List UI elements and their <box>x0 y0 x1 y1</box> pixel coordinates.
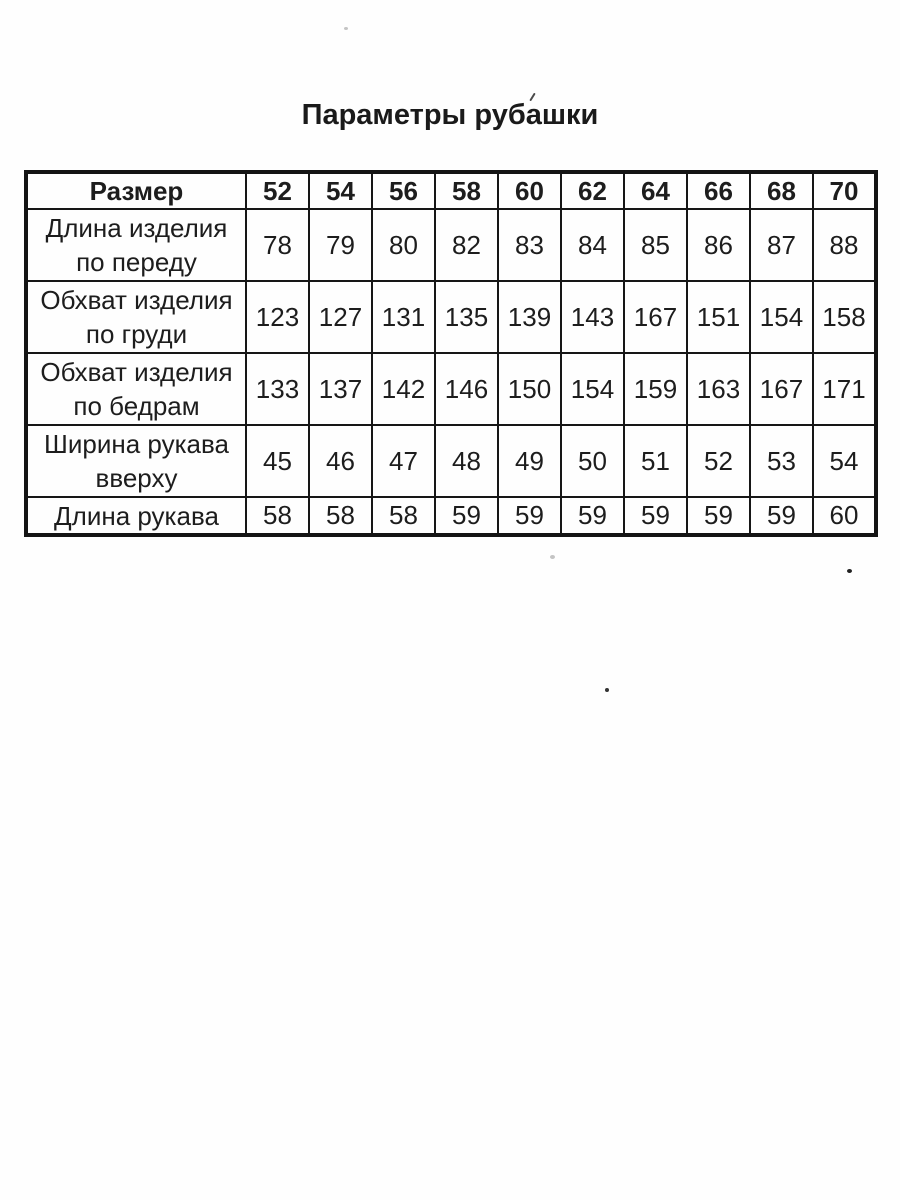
value-cell: 46 <box>309 425 372 497</box>
value-cell: 88 <box>813 209 876 281</box>
row-label-line: Обхват изделия <box>40 285 233 315</box>
value-cell: 82 <box>435 209 498 281</box>
value-cell: 127 <box>309 281 372 353</box>
row-label <box>26 281 246 353</box>
header-size-cell: 62 <box>561 172 624 209</box>
value-cell: 123 <box>246 281 309 353</box>
value-cell: 167 <box>750 353 813 425</box>
header-size-cell: 58 <box>435 172 498 209</box>
value-cell: 60 <box>813 497 876 535</box>
row-label <box>26 425 246 497</box>
row-label <box>26 353 246 425</box>
value-cell: 48 <box>435 425 498 497</box>
row-label-line: по груди <box>85 319 188 349</box>
value-cell: 52 <box>687 425 750 497</box>
value-cell: 139 <box>498 281 561 353</box>
value-cell: 58 <box>372 497 435 535</box>
value-cell: 150 <box>498 353 561 425</box>
value-cell: 50 <box>561 425 624 497</box>
value-cell: 79 <box>309 209 372 281</box>
header-size-cell: 70 <box>813 172 876 209</box>
value-cell: 167 <box>624 281 687 353</box>
value-cell: 151 <box>687 281 750 353</box>
value-cell: 83 <box>498 209 561 281</box>
value-cell: 47 <box>372 425 435 497</box>
value-cell: 78 <box>246 209 309 281</box>
scan-speck <box>605 688 609 692</box>
value-cell: 58 <box>246 497 309 535</box>
row-label-line: вверху <box>95 463 178 493</box>
value-cell: 171 <box>813 353 876 425</box>
value-cell: 143 <box>561 281 624 353</box>
row-label <box>26 497 246 535</box>
value-cell: 84 <box>561 209 624 281</box>
header-size-cell: 64 <box>624 172 687 209</box>
row-label-line: Длина изделия <box>45 213 228 243</box>
value-cell: 135 <box>435 281 498 353</box>
value-cell: 154 <box>750 281 813 353</box>
value-cell: 59 <box>498 497 561 535</box>
value-cell: 49 <box>498 425 561 497</box>
scan-speck <box>847 569 852 573</box>
value-cell: 58 <box>309 497 372 535</box>
value-cell: 159 <box>624 353 687 425</box>
value-cell: 163 <box>687 353 750 425</box>
row-label-line: Длина рукава <box>54 500 219 531</box>
page-title: Параметры рубашки <box>301 99 599 131</box>
value-cell: 85 <box>624 209 687 281</box>
value-cell: 59 <box>435 497 498 535</box>
header-size-cell: 54 <box>309 172 372 209</box>
value-cell: 59 <box>687 497 750 535</box>
header-size-label: Размер <box>26 172 246 209</box>
value-cell: 158 <box>813 281 876 353</box>
header-size-cell: 56 <box>372 172 435 209</box>
header-size-cell: 60 <box>498 172 561 209</box>
value-cell: 133 <box>246 353 309 425</box>
table-row <box>26 209 876 281</box>
value-cell: 86 <box>687 209 750 281</box>
value-cell: 146 <box>435 353 498 425</box>
table-body <box>26 209 876 535</box>
value-cell: 59 <box>561 497 624 535</box>
scan-speck <box>344 27 348 30</box>
table-row <box>26 281 876 353</box>
value-cell: 154 <box>561 353 624 425</box>
value-cell: 53 <box>750 425 813 497</box>
value-cell: 59 <box>624 497 687 535</box>
header-size-cell: 52 <box>246 172 309 209</box>
value-cell: 137 <box>309 353 372 425</box>
value-cell: 59 <box>750 497 813 535</box>
row-label-line: по бедрам <box>73 391 200 421</box>
row-label-line: Ширина рукава <box>44 429 229 459</box>
header-size-cell: 68 <box>750 172 813 209</box>
value-cell: 80 <box>372 209 435 281</box>
header-size-cell: 66 <box>687 172 750 209</box>
table-row <box>26 497 876 535</box>
table-header-row <box>26 172 876 209</box>
row-label-line: Обхват изделия <box>40 357 233 387</box>
row-label <box>26 209 246 281</box>
scan-speck <box>550 555 555 559</box>
size-table <box>24 170 878 537</box>
table-row <box>26 425 876 497</box>
value-cell: 51 <box>624 425 687 497</box>
value-cell: 87 <box>750 209 813 281</box>
value-cell: 142 <box>372 353 435 425</box>
value-cell: 54 <box>813 425 876 497</box>
table-row <box>26 353 876 425</box>
value-cell: 131 <box>372 281 435 353</box>
value-cell: 45 <box>246 425 309 497</box>
row-label-line: по переду <box>76 247 197 277</box>
